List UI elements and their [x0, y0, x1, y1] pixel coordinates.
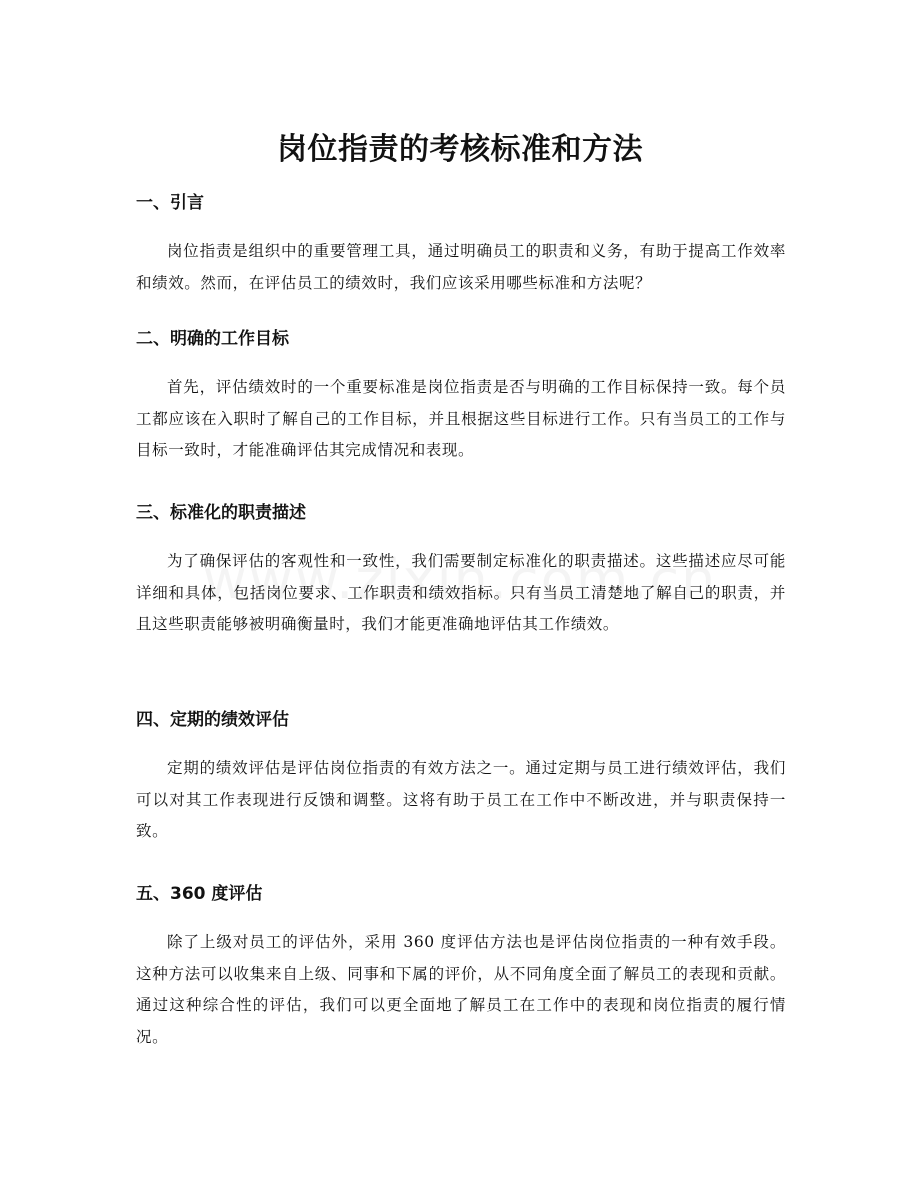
section-clear-goals: [136, 326, 786, 467]
section-paragraph: 首先，评估绩效时的一个重要标准是岗位指责是否与明确的工作目标保持一致。每个员工都应该在入职时了解自己的工作目标，并且根据这些目标进行工作。只有当员工的工作与目标一致时，才能准确评估其完成情况和表现。: [136, 378, 786, 459]
section-paragraph: 为了确保评估的客观性和一致性，我们需要制定标准化的职责描述。这些描述应尽可能详细和具体，包括岗位要求、工作职责和绩效指标。只有当员工清楚地了解自己的职责，并且这些职责能够被明确衡量时，我们才能更准确地评估其工作绩效。: [136, 552, 786, 633]
section-heading: 四、定期的绩效评估: [136, 710, 289, 730]
section-360-evaluation: [136, 881, 786, 1053]
section-paragraph: 除了上级对员工的评估外，采用 360 度评估方法也是评估岗位指责的一种有效手段。这种方法可以收集来自上级、同事和下属的评价，从不同角度全面了解员工的表现和贡献。通过这种综合性的评估，我们可以更全面地了解员工在工作中的表现和岗位指责的履行情况。: [136, 933, 786, 1046]
section-paragraph: 岗位指责是组织中的重要管理工具，通过明确员工的职责和义务，有助于提高工作效率和绩效。然而，在评估员工的绩效时，我们应该采用哪些标准和方法呢？: [136, 242, 786, 292]
section-heading: 五、360 度评估: [136, 884, 263, 904]
section-heading: 一、引言: [136, 193, 204, 213]
section-standardized-duties: [136, 500, 786, 641]
section-periodic-evaluation: [136, 707, 786, 848]
section-paragraph: 定期的绩效评估是评估岗位指责的有效方法之一。通过定期与员工进行绩效评估，我们可以对其工作表现进行反馈和调整。这将有助于员工在工作中不断改进，并与职责保持一致。: [136, 759, 786, 840]
document-title: 岗位指责的考核标准和方法: [277, 132, 643, 168]
section-heading: 三、标准化的职责描述: [136, 503, 306, 523]
section-introduction: [136, 190, 786, 299]
section-heading: 二、明确的工作目标: [136, 329, 289, 349]
